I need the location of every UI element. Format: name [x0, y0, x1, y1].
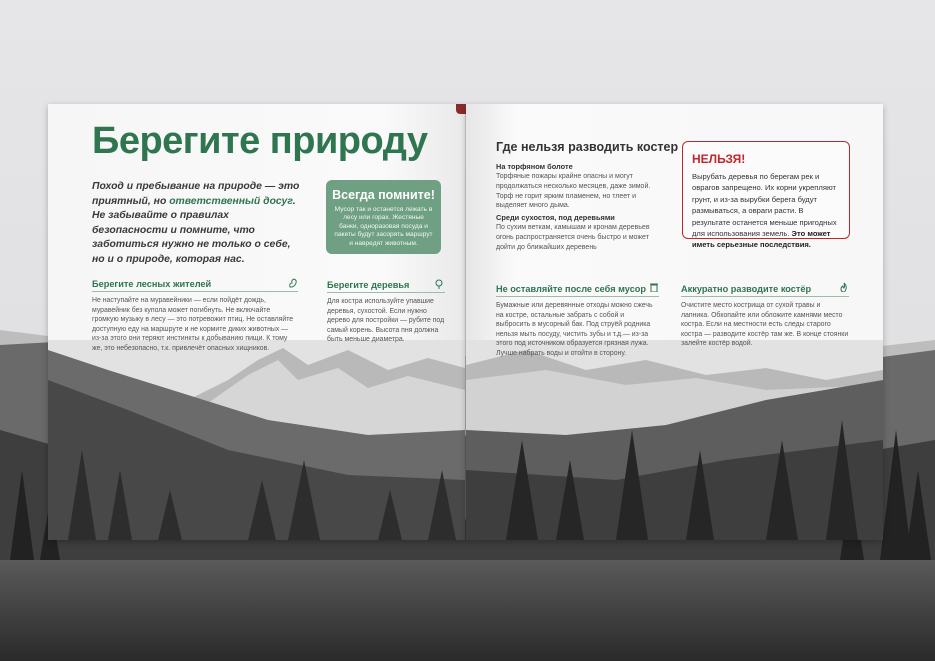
section-heading-wildlife: Берегите лесных жителей	[92, 279, 212, 289]
squirrel-icon	[288, 278, 298, 288]
page-mountain-photo	[48, 340, 465, 540]
warning-text	[692, 171, 841, 251]
intro-text-end: . Не забывайте о правилах безопасности и помните, что заботиться нужно не только о себе, но и о природе, которая нас.	[92, 195, 296, 265]
section-text-trash: Бумажные или деревянные отходы можно сжечь на костре, остальные забрать с собой и выбросить в мусорный бак. Под струёй родника нельзя мыть посуду, чистить зубы и т.д.— из-за этого под источником образуется грязная лужа. Лучше набрать воды и отойти в сторону.	[496, 302, 653, 357]
warning-body: Вырубать деревья по берегам рек и оврагов запрещено. Их корни укрепляют грунт, и из-за вырубки берега будут размываться, а овраги расти. В результате останется меньше пригодных для использования земель.	[692, 172, 837, 239]
tree-icon	[434, 279, 444, 289]
fire-icon	[839, 282, 849, 292]
item-subtitle-deadwood: Среди сухостоя, под деревьями	[496, 213, 615, 222]
warning-title: НЕЛЬЗЯ!	[692, 152, 746, 166]
section-text-campfire: Очистите место кострища от сухой травы и лапника. Обкопайте или обложите камнями место костра. Если на местности есть следы старого костра — разводите костёр там же. В конце стоянки залейте костёр водой.	[681, 302, 849, 348]
section-text-wildlife: Не наступайте на муравейники — если пойдёт дождь, муравейник без купола может погибнуть. Не включайте громкую музыку в лесу — это потревожит птиц. Не оставляйте доступную еду на маршруте и не кормите диких животных — из-за этого они теряют инстинкты к добыванию пищи. К тому же, это небезопасно, т.к. привлечёт опасных хищников.	[92, 297, 294, 352]
callout-title: Всегда помните!	[332, 188, 435, 202]
warning-box	[682, 141, 850, 250]
item-text-deadwood: По сухим веткам, камышам и кронам деревьев огонь распространяется очень быстро и может дойти до ближайших деревень	[496, 224, 650, 251]
callout-text: Мусор так и останется лежать в лесу или горах. Жестяные банки, одноразовая посуда и пакеты будут засорять маршрут и навредят животным.	[334, 206, 433, 247]
section-divider	[92, 291, 298, 292]
item-text-peat: Торфяные пожары крайне опасны и могут продолжаться несколько месяцев, даже зимой. Торф не горит ярким пламенем, но тлеет и выделяет много дыма.	[496, 173, 651, 210]
fire-rules-title: Где нельзя разводить костер	[496, 140, 679, 154]
section-divider	[496, 296, 659, 297]
section-text-trees: Для костра используйте упавшие деревья, сухостой. Если нужно дерево для постройки — рубите под самый корень. Высота пня должна быть меньше диаметра.	[327, 298, 445, 344]
section-heading-trash: Не оставляйте после себя мусор	[496, 284, 647, 294]
section-divider	[681, 296, 849, 297]
trash-icon	[649, 282, 659, 292]
section-divider	[327, 292, 445, 293]
intro-paragraph	[92, 180, 306, 268]
section-heading-trees: Берегите деревья	[327, 280, 410, 290]
right-page	[466, 104, 883, 540]
section-heading-campfire: Аккуратно разводите костёр	[681, 284, 812, 294]
left-page	[48, 104, 465, 540]
intro-accent: ответственный досуг	[169, 195, 293, 207]
warning-bold: Это может иметь серьезные последствия.	[692, 229, 831, 250]
open-book	[48, 104, 883, 540]
item-subtitle-peat: На торфяном болоте	[496, 162, 573, 171]
page-title: Берегите природу	[92, 120, 428, 162]
page-mountain-photo	[466, 340, 883, 540]
intro-text: Поход и пребывание на природе — это приятный, но	[92, 181, 300, 207]
remember-callout	[326, 180, 441, 254]
